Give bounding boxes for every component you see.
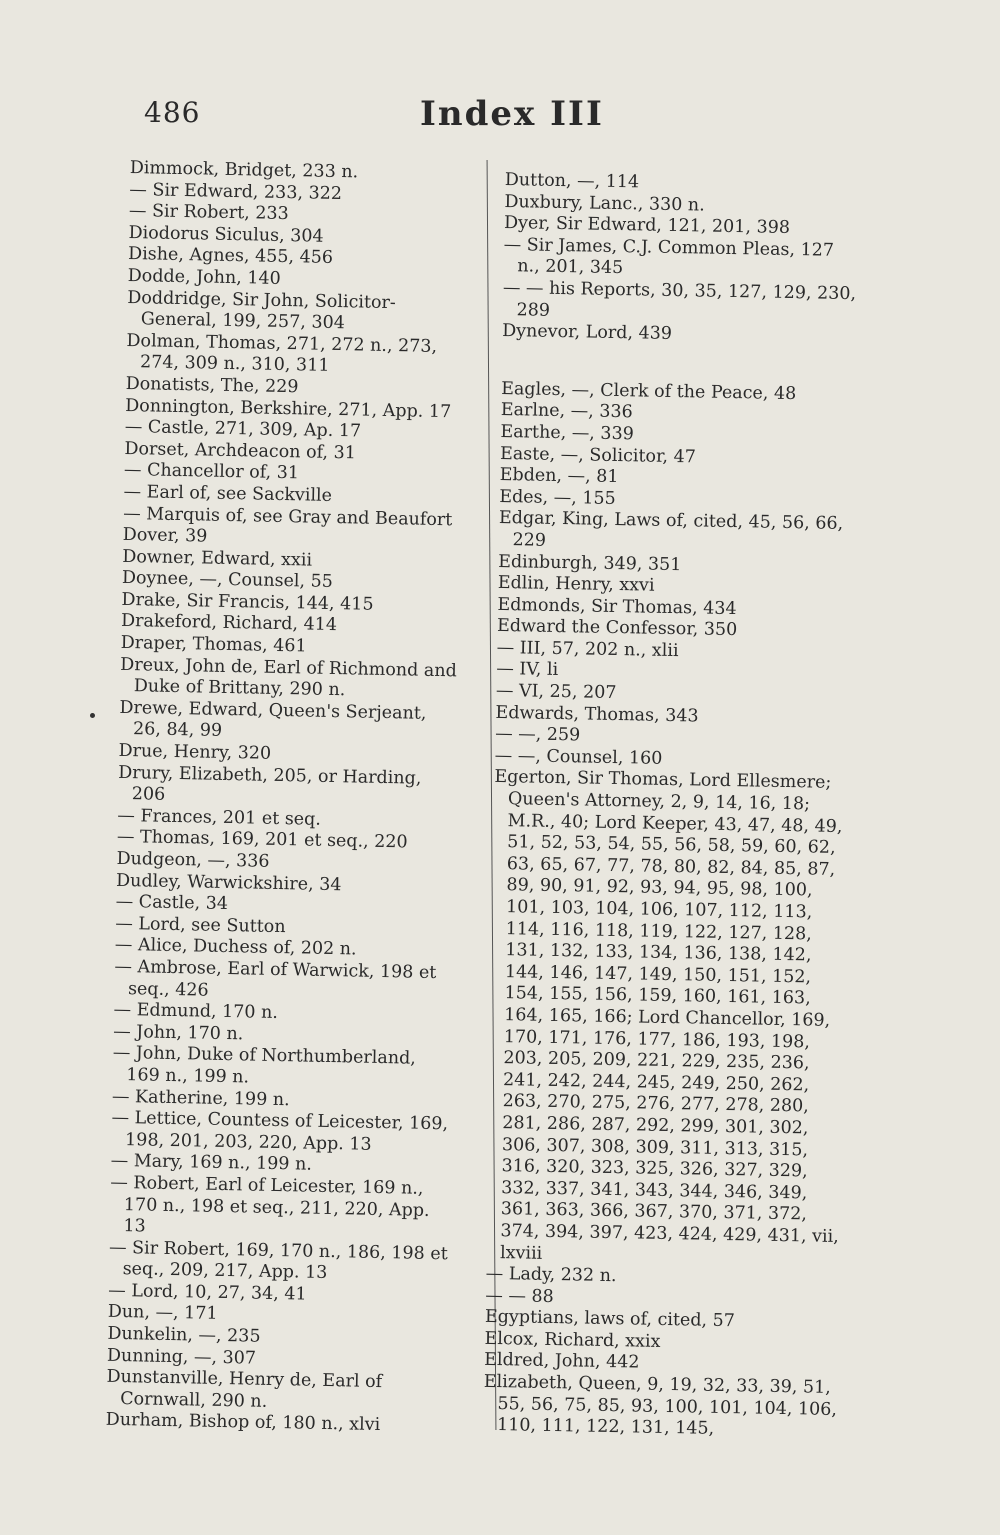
index-entry: Dunstanville, Henry de, Earl of Cornwall, 290 n. — [106, 1367, 383, 1412]
index-entry: Edward the Confessor, 350 — [496, 616, 738, 641]
index-entry: Dunkelin, —, 235 — [107, 1323, 261, 1347]
index-entry: — IV, li — [496, 659, 559, 681]
index-entry: — Alice, Duchess of, 202 n. — [114, 935, 357, 960]
index-entry: — Mary, 169 n., 199 n. — [110, 1151, 313, 1175]
index-entry: — Sir Robert, 169, 170 n., 186, 198 et seq., 209, 217, App. 13 — [108, 1237, 448, 1284]
index-entry: — — his Reports, 30, 35, 127, 129, 230, 289 — [502, 277, 857, 321]
index-entry: — Frances, 201 et seq. — [117, 805, 322, 830]
index-entry: — Sir James, C.J. Common Pleas, 127 n., 201, 345 — [503, 234, 835, 279]
index-entry: Duxbury, Lanc., 330 n. — [504, 191, 705, 216]
index-entry: Drue, Henry, 320 — [118, 740, 272, 764]
index-entry: Donatists, The, 229 — [125, 373, 299, 398]
left-column — [106, 158, 470, 1438]
index-entry: Easte, —, Solicitor, 47 — [499, 443, 697, 467]
index-entry: Egyptians, laws of, cited, 57 — [484, 1307, 736, 1332]
index-entry: Edgar, King, Laws of, cited, 45, 56, 66, 229 — [498, 508, 844, 551]
index-entry: Dimmock, Bridget, 233 n. — [129, 158, 359, 183]
index-entry: — Castle, 34 — [115, 892, 229, 915]
index-entry: Edes, —, 155 — [499, 486, 616, 509]
index-entry: — Marquis of, see Gray and Beaufort — [122, 503, 453, 530]
index-entry: — Robert, Earl of Leicester, 169 n., 170 n., 198 et seq., 211, 220, App. 13 — [110, 1172, 430, 1237]
index-entry: — Edmund, 170 n. — [113, 1000, 279, 1024]
index-entry: — Sir Robert, 233 — [128, 201, 289, 225]
index-entry: Dyer, Sir Edward, 121, 201, 398 — [503, 213, 791, 239]
index-entry: — —, Counsel, 160 — [494, 745, 663, 769]
index-entry: — Lord, 10, 27, 34, 41 — [108, 1280, 307, 1305]
index-entry: Drakeford, Richard, 414 — [120, 611, 338, 636]
index-entry: Dolman, Thomas, 271, 272 n., 273, 274, 309 n., 310, 311 — [126, 330, 438, 377]
index-entry: Dishe, Agnes, 455, 456 — [127, 244, 334, 269]
index-entry: Dudgeon, —, 336 — [116, 848, 270, 872]
index-entry: Ebden, —, 81 — [499, 465, 619, 488]
index-entry: Drewe, Edward, Queen's Serjeant, 26, 84, 99 — [119, 697, 427, 742]
index-entry: Edinburgh, 349, 351 — [497, 551, 682, 575]
index-entry: — Lettice, Countess of Leicester, 169, 198, 201, 203, 220, App. 13 — [111, 1107, 449, 1155]
index-entry: — Katherine, 199 n. — [111, 1086, 290, 1110]
index-entry: Dreux, John de, Earl of Richmond and Duke of Brittany, 290 n. — [120, 654, 457, 701]
index-entry: Dodde, John, 140 — [127, 265, 281, 289]
page-number: 486 — [144, 96, 201, 129]
index-entry: Dudley, Warwickshire, 34 — [115, 870, 342, 895]
index-entry: Edwards, Thomas, 343 — [495, 702, 699, 727]
index-entry: — John, Duke of Northumberland, 169 n., 199 n. — [112, 1043, 417, 1088]
index-entry: Draper, Thomas, 461 — [120, 632, 307, 657]
index-entry: — Chancellor of, 31 — [123, 460, 300, 484]
index-entry: Diodorus Siculus, 304 — [128, 222, 324, 247]
running-head: Index III — [420, 94, 604, 134]
index-entry: Elcox, Richard, xxix — [484, 1328, 661, 1352]
index-entry: Dun, —, 171 — [107, 1302, 218, 1325]
index-entry: Dorset, Archdeacon of, 31 — [124, 438, 357, 464]
right-column — [483, 170, 861, 1443]
index-entry: — Sir Edward, 233, 322 — [129, 179, 343, 204]
index-entry: Doddridge, Sir John, Solicitor-General, 199, 257, 304 — [127, 287, 396, 334]
index-entry: Durham, Bishop of, 180 n., xlvi — [105, 1410, 381, 1436]
index-entry: — John, 170 n. — [113, 1021, 244, 1045]
index-entry: — VI, 25, 207 — [495, 680, 617, 704]
index-entry: Dover, 39 — [122, 525, 208, 547]
index-entry: — Lady, 232 n. — [485, 1263, 617, 1287]
index-entry: Edmonds, Sir Thomas, 434 — [497, 594, 737, 619]
index-entry: — Earl of, see Sackville — [123, 481, 333, 506]
index-entry: — Thomas, 169, 201 et seq., 220 — [116, 827, 408, 853]
index-entry: Doynee, —, Counsel, 55 — [121, 568, 334, 593]
index-entry: — Castle, 271, 309, Ap. 17 — [124, 417, 362, 442]
index-entry: Downer, Edward, xxii — [122, 546, 313, 571]
index-entry: — — 88 — [485, 1285, 554, 1307]
index-entry: Earthe, —, 339 — [500, 421, 634, 445]
index-entry: Edlin, Henry, xxvi — [497, 573, 655, 596]
index-entry: Dynevor, Lord, 439 — [502, 321, 673, 345]
index-entry: — Lord, see Sutton — [115, 913, 286, 937]
section-gap — [501, 343, 858, 385]
index-entry: Egerton, Sir Thomas, Lord Ellesmere; Queen's Attorney, 2, 9, 14, 16, 18; M.R., 40; Lord Keeper, 43, 47, 48, 49, 51, 52, 53, 54, 55, 56, 58, 59, 60, 62, 63, 65, 67, 77, 78, 80, 82, 84, 85, 87, 89, 90, 91, 92, 93, 94, 95, 98, 100, 101, 103, 104, 106, 107, 112, 113, 114, 116, 118, 119, 122, 127, 128, 131, 132, 133, 134, 136, 138, 142, 144, 146, 147, 149, 150, 151, 152, 154, 155, 156, 159, 160, 161, 163, 164, 165, 166; Lord Chancellor, 169, 170, 171, 176, 177, 186, 193, 198, 203, 205, 209, 221, 229, 235, 236, 241, 242, 244, 245, 249, 250, 262, 263, 270, 275, 276, 277, 278, 280, 281, 286, 287, 292, 299, 301, 302, 306, 307, 308, 309, 311, 313, 315, 316, 320, 323, 325, 326, 327, 329, 332, 337, 341, 343, 344, 346, 349, 361, 363, 366, 367, 370, 371, 372, 374, 394, 397, 423, 424, 429, 431, vii, lxviii — [494, 767, 843, 1264]
index-entry: Drury, Elizabeth, 205, or Harding, 206 — [118, 762, 422, 806]
index-entry: Earlne, —, 336 — [500, 400, 633, 423]
index-entry: Eldred, John, 442 — [484, 1350, 640, 1373]
index-entry: — III, 57, 202 n., xlii — [496, 637, 679, 661]
index-entry: — Ambrose, Earl of Warwick, 198 et seq., 426 — [114, 956, 437, 1001]
index-entry: — —, 259 — [494, 724, 581, 746]
index-entry: Donnington, Berkshire, 271, App. 17 — [125, 395, 452, 422]
index-entry: Dunning, —, 307 — [106, 1345, 257, 1369]
index-entry: Eagles, —, Clerk of the Peace, 48 — [501, 378, 797, 404]
index-entry: Elizabeth, Queen, 9, 19, 32, 33, 39, 51, 55, 56, 75, 85, 93, 100, 101, 104, 106, 110, 111, 122, 131, 145, — [483, 1371, 838, 1440]
margin-dot — [90, 713, 95, 718]
index-entry: Dutton, —, 114 — [504, 170, 640, 193]
index-entry: Drake, Sir Francis, 144, 415 — [121, 589, 374, 615]
